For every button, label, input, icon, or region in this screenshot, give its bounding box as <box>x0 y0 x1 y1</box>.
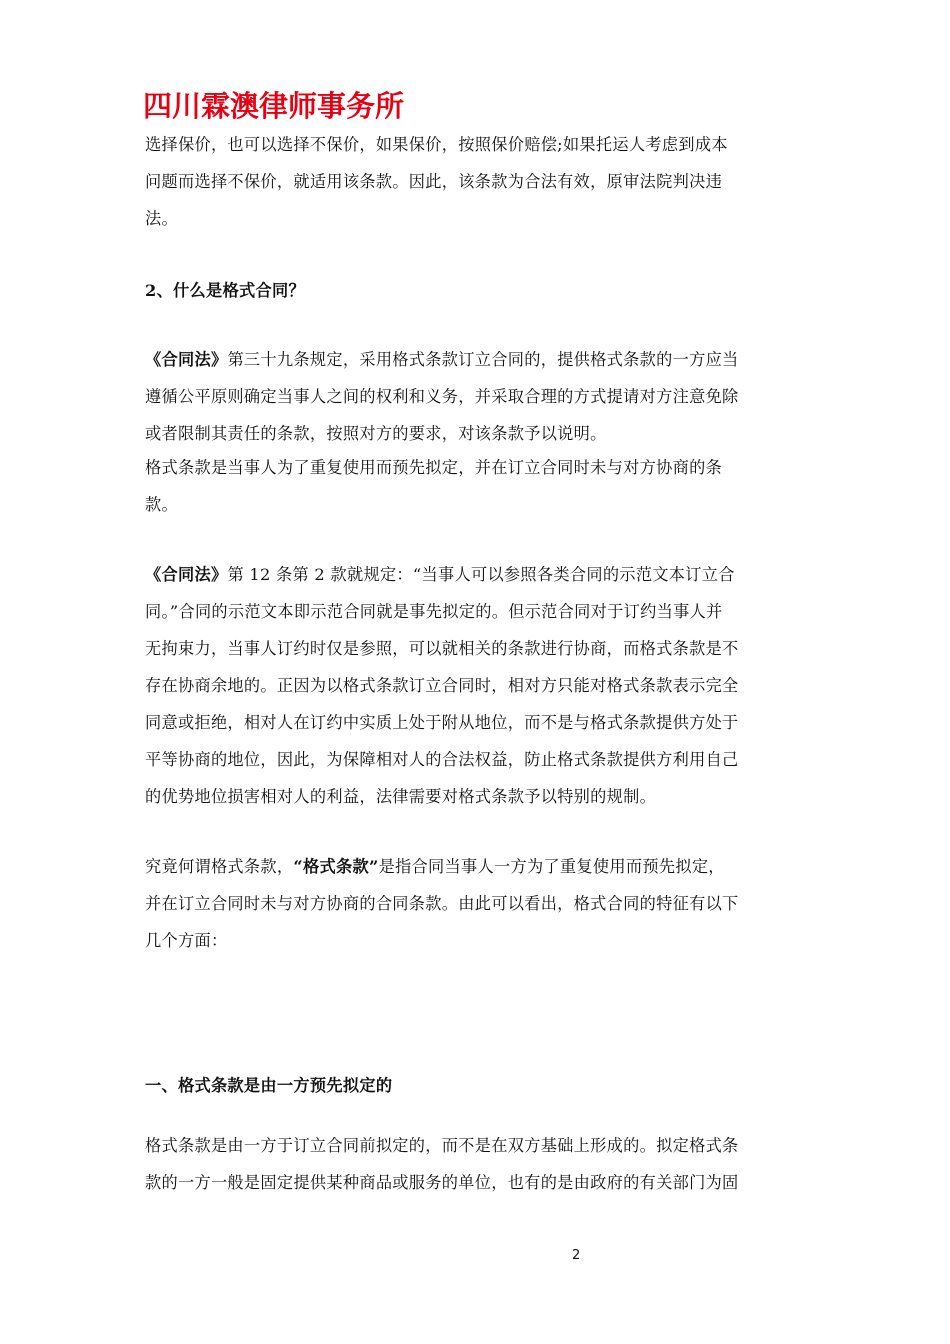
text-line <box>145 853 725 877</box>
text-line: 平等协商的地位，因此，为保障相对人的合法权益，防止格式条款提供方利用自己 <box>145 750 739 769</box>
text-span: 是指合同当事人一方为了重复使用而预先拟定， <box>378 857 725 876</box>
text-line <box>145 346 739 370</box>
text-line: 选择保价，也可以选择不保价，如果保价，按照保价赔偿;如果托运人考虑到成本 <box>145 135 728 154</box>
text-line: 同意或拒绝，相对人在订约中实质上处于附从地位，而不是与格式条款提供方处于 <box>145 713 739 732</box>
text-line: 存在协商余地的。正因为以格式条款订立合同时，相对方只能对格式条款表示完全 <box>145 676 739 695</box>
text-line <box>145 561 735 585</box>
law-firm-header: 四川霖澳律师事务所 <box>143 89 405 123</box>
text-line: 款。 <box>145 495 178 514</box>
text-line: 款的一方一般是固定提供某种商品或服务的单位，也有的是由政府的有关部门为固 <box>145 1173 739 1192</box>
text-line: 或者限制其责任的条款，按照对方的要求，对该条款予以说明。 <box>145 424 607 443</box>
text-line: 几个方面： <box>145 931 228 950</box>
text-span: 第三十九条规定，采用格式条款订立合同的，提供格式条款的一方应当 <box>227 350 739 369</box>
section-heading: 一、格式条款是由一方预先拟定的 <box>145 1076 393 1095</box>
text-span: 究竟何谓格式条款， <box>145 857 294 876</box>
text-line: 并在订立合同时未与对方协商的合同条款。由此可以看出，格式合同的特征有以下 <box>145 894 739 913</box>
section-heading: 2、什么是格式合同？ <box>145 281 305 300</box>
law-reference: 《合同法》 <box>145 565 228 584</box>
text-line: 法。 <box>145 209 178 228</box>
text-line: 格式条款是由一方于订立合同前拟定的，而不是在双方基础上形成的。拟定格式条 <box>145 1136 739 1155</box>
text-line: 无拘束力，当事人订约时仅是参照，可以就相关的条款进行协商，而格式条款是不 <box>145 639 739 658</box>
text-line: 同。”合同的示范文本即示范合同就是事先拟定的。但示范合同对于订约当事人并 <box>145 602 723 621</box>
law-reference: 《合同法》 <box>145 350 228 369</box>
term-emphasis: “格式条款” <box>293 857 379 876</box>
text-span: 第 12 条第 2 款就规定：“当事人可以参照各类合同的示范文本订立合 <box>227 565 735 584</box>
text-line: 的优势地位损害相对人的利益，法律需要对格式条款予以特别的规制。 <box>145 787 657 806</box>
text-line: 遵循公平原则确定当事人之间的权利和义务，并采取合理的方式提请对方注意免除 <box>145 387 739 406</box>
page-number: 2 <box>572 1248 581 1263</box>
text-line: 问题而选择不保价，就适用该条款。因此，该条款为合法有效，原审法院判决违 <box>145 172 723 191</box>
text-line: 格式条款是当事人为了重复使用而预先拟定，并在订立合同时未与对方协商的条 <box>145 458 723 477</box>
